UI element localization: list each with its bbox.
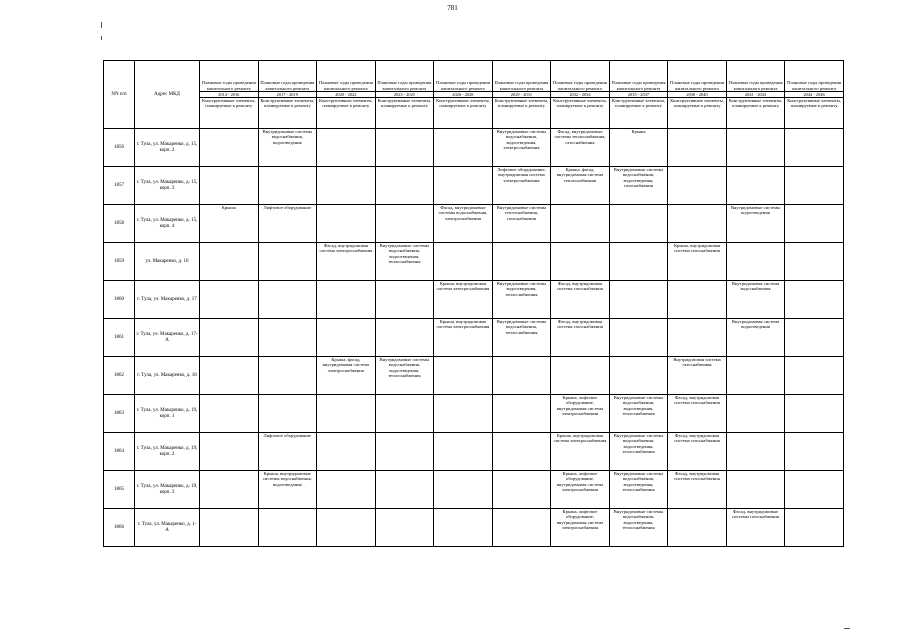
repair-elements-cell: Фасад, внутридомовая система газоснабжения: [551, 319, 610, 357]
row-number: 1865: [104, 471, 135, 509]
repair-elements-cell: [434, 433, 493, 471]
repair-elements-cell: [434, 357, 493, 395]
header-period-years: 2038 - 2040: [668, 92, 727, 98]
capital-repair-schedule-table: [103, 60, 844, 547]
margin-mark: [101, 22, 102, 28]
repair-elements-cell: [375, 205, 434, 243]
repair-elements-cell: [200, 281, 259, 319]
repair-elements-cell: [668, 509, 727, 547]
row-number: 1862: [104, 357, 135, 395]
repair-elements-cell: Внутридомовые системы теплоснабжения, газоснабжения: [492, 205, 551, 243]
repair-elements-cell: Лифтовое оборудование, внутридомовая система электроснабжения: [492, 167, 551, 205]
repair-elements-cell: Фасад, внутридомовые системы теплоснабжения, газоснабжения: [551, 129, 610, 167]
repair-elements-cell: Фасад, внутридомовая система газоснабжения: [551, 281, 610, 319]
repair-elements-cell: Внутридомовая система водоотведения: [726, 319, 785, 357]
repair-elements-cell: Крыша, внутридомовая система электроснабжения: [434, 281, 493, 319]
row-number: 1858: [104, 205, 135, 243]
repair-elements-cell: [200, 509, 259, 547]
repair-elements-cell: [258, 281, 317, 319]
row-number: 1856: [104, 129, 135, 167]
repair-elements-cell: Внутридомовые системы водоснабжения, водоотведения, теплоснабжения: [375, 357, 434, 395]
header-period-years: 2023 - 2025: [375, 92, 434, 98]
repair-elements-cell: [785, 509, 844, 547]
row-address: г. Тула, ул. Макаренко, д. 17-А: [135, 319, 200, 357]
row-address: г. Тула, ул. Макаренко, д. 15, корп. 2: [135, 129, 200, 167]
header-elements-label: Конструктивные элементы, планируемые к ремонту: [200, 98, 259, 129]
repair-elements-cell: [258, 395, 317, 433]
repair-elements-cell: [551, 357, 610, 395]
repair-elements-cell: [434, 129, 493, 167]
header-elements-label: Конструктивные элементы, планируемые к ремонту: [726, 98, 785, 129]
repair-elements-cell: [375, 471, 434, 509]
repair-elements-cell: Крыша: [609, 129, 668, 167]
repair-elements-cell: [609, 243, 668, 281]
repair-elements-cell: [609, 319, 668, 357]
repair-elements-cell: [551, 243, 610, 281]
repair-elements-cell: [492, 471, 551, 509]
table-row: [104, 509, 844, 547]
repair-elements-cell: [434, 509, 493, 547]
table-row: [104, 167, 844, 205]
row-number: 1857: [104, 167, 135, 205]
repair-elements-cell: [668, 205, 727, 243]
repair-elements-cell: [258, 357, 317, 395]
header-elements-label: Конструктивные элементы, планируемые к ремонту: [317, 98, 376, 129]
repair-elements-cell: Внутридомовые системы водоснабжения, водоотведения, электроснабжения: [492, 129, 551, 167]
repair-elements-cell: [317, 509, 376, 547]
repair-elements-cell: Внутридомовые системы водоснабжения, водоотведения, газоснабжения: [609, 167, 668, 205]
repair-elements-cell: [258, 509, 317, 547]
repair-elements-cell: [668, 129, 727, 167]
repair-elements-cell: Крыша, лифтовое оборудование, внутридомовая система электроснабжения: [551, 471, 610, 509]
repair-elements-cell: [375, 129, 434, 167]
repair-elements-cell: [609, 281, 668, 319]
page-number: 781: [447, 4, 458, 12]
row-address: г. Тула, ул. Макаренко, д. 15, корп. 4: [135, 205, 200, 243]
repair-elements-cell: [726, 243, 785, 281]
repair-elements-cell: [726, 395, 785, 433]
repair-elements-cell: Крыша, внутридомовая система газоснабжения: [668, 243, 727, 281]
repair-elements-cell: [785, 205, 844, 243]
table-row: [104, 281, 844, 319]
header-elements-label: Конструктивные элементы, планируемые к ремонту: [375, 98, 434, 129]
repair-elements-cell: Внутридомовые системы водоснабжения, водоотведения, теплоснабжения: [375, 243, 434, 281]
header-period-title: Плановые годы проведения капитального ремонта: [258, 61, 317, 92]
repair-elements-cell: [785, 433, 844, 471]
repair-elements-cell: [317, 471, 376, 509]
repair-elements-cell: [609, 205, 668, 243]
header-elements-label: Конструктивные элементы, планируемые к ремонту: [609, 98, 668, 129]
repair-elements-cell: Фасад, внутридомовые системы водоснабжения, электроснабжения: [434, 205, 493, 243]
repair-elements-cell: Фасад, внутридомовая система электроснабжения: [317, 243, 376, 281]
repair-elements-cell: Крыша, фасад, внутридомовая система теплоснабжения: [551, 167, 610, 205]
repair-elements-cell: [317, 167, 376, 205]
header-period-years: 2020 - 2022: [317, 92, 376, 98]
repair-elements-cell: [258, 243, 317, 281]
repair-elements-cell: Лифтовое оборудование: [258, 433, 317, 471]
table-row: [104, 471, 844, 509]
row-number: 1859: [104, 243, 135, 281]
table-row: [104, 395, 844, 433]
row-address: г. Тула, ул. Макаренко, д. 19, корп. 2: [135, 433, 200, 471]
repair-elements-cell: [492, 509, 551, 547]
row-number: 1860: [104, 281, 135, 319]
repair-elements-cell: [434, 395, 493, 433]
header-elements-label: Конструктивные элементы, планируемые к ремонту: [258, 98, 317, 129]
repair-elements-cell: [551, 205, 610, 243]
repair-elements-cell: [785, 319, 844, 357]
margin-mark: [101, 36, 102, 40]
header-period-title: Плановые годы проведения капитального ремонта: [668, 61, 727, 92]
repair-elements-cell: [434, 471, 493, 509]
repair-elements-cell: Крыша, лифтовое оборудование, внутридомовая система электроснабжения: [551, 509, 610, 547]
repair-elements-cell: [726, 471, 785, 509]
row-address: г. Тула, ул. Макаренко, д. 17: [135, 281, 200, 319]
header-period-title: Плановые годы проведения капитального ремонта: [609, 61, 668, 92]
repair-elements-cell: [200, 243, 259, 281]
repair-elements-cell: [785, 129, 844, 167]
header-period-title: Плановые годы проведения капитального ремонта: [434, 61, 493, 92]
row-address: г. Тула, ул. Макаренко, д. 19, корп. 3: [135, 471, 200, 509]
repair-elements-cell: [375, 433, 434, 471]
repair-elements-cell: Крыша, фасад, внутридомовая система электроснабжения: [317, 357, 376, 395]
repair-elements-cell: [200, 167, 259, 205]
repair-elements-cell: [492, 243, 551, 281]
header-number: NN п/п: [104, 61, 135, 129]
repair-elements-cell: Крыша, внутридомовая система электроснабжения: [434, 319, 493, 357]
repair-elements-cell: [375, 281, 434, 319]
repair-elements-cell: [375, 167, 434, 205]
repair-elements-cell: [609, 357, 668, 395]
repair-elements-cell: [375, 509, 434, 547]
header-period-years: 2044 - 2046: [785, 92, 844, 98]
repair-elements-cell: [375, 319, 434, 357]
repair-elements-cell: [200, 319, 259, 357]
repair-elements-cell: [317, 205, 376, 243]
repair-elements-cell: Крыша, внутридомовые системы водоснабжения, водоотведения: [258, 471, 317, 509]
row-address: ул. Макаренко, д. 16: [135, 243, 200, 281]
header-elements-label: Конструктивные элементы, планируемые к ремонту: [492, 98, 551, 129]
repair-elements-cell: Внутридомовая система газоснабжения: [668, 357, 727, 395]
repair-elements-cell: Крыша, внутридомовая система электроснабжения: [551, 433, 610, 471]
repair-elements-cell: [200, 357, 259, 395]
header-period-years: 2032 - 2034: [551, 92, 610, 98]
header-elements-label: Конструктивные элементы, планируемые к ремонту: [785, 98, 844, 129]
repair-elements-cell: [668, 319, 727, 357]
repair-elements-cell: Внутридомовые системы водоснабжения, водоотведения, теплоснабжения: [609, 471, 668, 509]
repair-elements-cell: Крыша: [200, 205, 259, 243]
repair-elements-cell: [258, 319, 317, 357]
header-period-years: 2041 - 2043: [726, 92, 785, 98]
repair-elements-cell: [317, 319, 376, 357]
row-address: г. Тула, ул. Макаренко, д. 18: [135, 357, 200, 395]
row-number: 1861: [104, 319, 135, 357]
repair-elements-cell: [200, 129, 259, 167]
repair-elements-cell: Внутридомовые системы водоснабжения, водоотведения: [258, 129, 317, 167]
table-row: [104, 129, 844, 167]
repair-elements-cell: [317, 395, 376, 433]
repair-elements-cell: [200, 471, 259, 509]
repair-elements-cell: [785, 471, 844, 509]
repair-elements-cell: [200, 433, 259, 471]
header-period-years: 2029 - 2031: [492, 92, 551, 98]
repair-elements-cell: Внутридомовая система водоснабжения: [726, 281, 785, 319]
repair-elements-cell: [200, 395, 259, 433]
header-period-years: 2017 - 2019: [258, 92, 317, 98]
row-number: 1864: [104, 433, 135, 471]
repair-elements-cell: [785, 243, 844, 281]
table-row: [104, 205, 844, 243]
repair-elements-cell: [785, 167, 844, 205]
repair-elements-cell: [434, 243, 493, 281]
repair-elements-cell: [726, 433, 785, 471]
header-period-title: Плановые годы проведения капитального ремонта: [785, 61, 844, 92]
repair-elements-cell: Внутридомовые системы водоснабжения, водоотведения, теплоснабжения: [609, 395, 668, 433]
repair-elements-cell: Внутридомовые системы водоотведения: [726, 205, 785, 243]
repair-elements-cell: [258, 167, 317, 205]
repair-elements-cell: [317, 433, 376, 471]
repair-elements-cell: [785, 395, 844, 433]
repair-elements-cell: Внутридомовые системы водоснабжения, водоотведения, теплоснабжения: [609, 433, 668, 471]
header-period-years: 2014 - 2016: [200, 92, 259, 98]
repair-elements-cell: [492, 357, 551, 395]
repair-elements-cell: [668, 281, 727, 319]
header-elements-label: Конструктивные элементы, планируемые к ремонту: [434, 98, 493, 129]
repair-elements-cell: Внутридомовые системы водоснабжения, теплоснабжения: [492, 319, 551, 357]
header-period-title: Плановые годы проведения капитального ремонта: [317, 61, 376, 92]
repair-elements-cell: [317, 281, 376, 319]
row-number: 1863: [104, 395, 135, 433]
footer-mark: [844, 628, 850, 629]
repair-elements-cell: Лифтовое оборудование: [258, 205, 317, 243]
header-period-title: Плановые годы проведения капитального ремонта: [492, 61, 551, 92]
repair-elements-cell: [492, 395, 551, 433]
repair-elements-cell: [785, 281, 844, 319]
table-row: [104, 433, 844, 471]
header-elements-label: Конструктивные элементы, планируемые к ремонту: [668, 98, 727, 129]
repair-elements-cell: [726, 129, 785, 167]
repair-elements-cell: Внутридомовые системы водоотведения, теплоснабжения: [492, 281, 551, 319]
repair-elements-cell: Фасад, внутридомовая система газоснабжения: [668, 433, 727, 471]
row-address: г. Тула, ул. Макаренко, д. 1-А: [135, 509, 200, 547]
table-row: [104, 357, 844, 395]
repair-elements-cell: [492, 433, 551, 471]
row-address: г. Тула, ул. Макаренко, д. 19, корп. 1: [135, 395, 200, 433]
repair-elements-cell: Крыша, лифтовое оборудование, внутридомовая система электроснабжения: [551, 395, 610, 433]
table-row: [104, 319, 844, 357]
repair-elements-cell: [726, 167, 785, 205]
header-period-title: Плановые годы проведения капитального ремонта: [375, 61, 434, 92]
row-address: г. Тула, ул. Макаренко, д. 15, корп. 3: [135, 167, 200, 205]
repair-elements-cell: Фасад, внутридомовая система газоснабжения: [668, 395, 727, 433]
repair-elements-cell: [317, 129, 376, 167]
repair-elements-cell: [726, 357, 785, 395]
repair-elements-cell: [434, 167, 493, 205]
header-period-years: 2026 - 2028: [434, 92, 493, 98]
repair-elements-cell: Внутридомовые системы водоснабжения, водоотведения, теплоснабжения: [609, 509, 668, 547]
header-elements-label: Конструктивные элементы, планируемые к ремонту: [551, 98, 610, 129]
header-period-title: Плановые годы проведения капитального ремонта: [726, 61, 785, 92]
header-address: Адрес МКД: [135, 61, 200, 129]
header-period-title: Плановые годы проведения капитального ремонта: [551, 61, 610, 92]
repair-elements-cell: [375, 395, 434, 433]
repair-elements-cell: Фасад, внутридомовая система газоснабжения: [668, 471, 727, 509]
table-row: [104, 243, 844, 281]
header-period-title: Плановые годы проведения капитального ремонта: [200, 61, 259, 92]
header-period-years: 2035 - 2037: [609, 92, 668, 98]
row-number: 1866: [104, 509, 135, 547]
repair-elements-cell: Фасад, внутридомовые системы газоснабжения: [726, 509, 785, 547]
repair-elements-cell: [785, 357, 844, 395]
repair-elements-cell: [668, 167, 727, 205]
